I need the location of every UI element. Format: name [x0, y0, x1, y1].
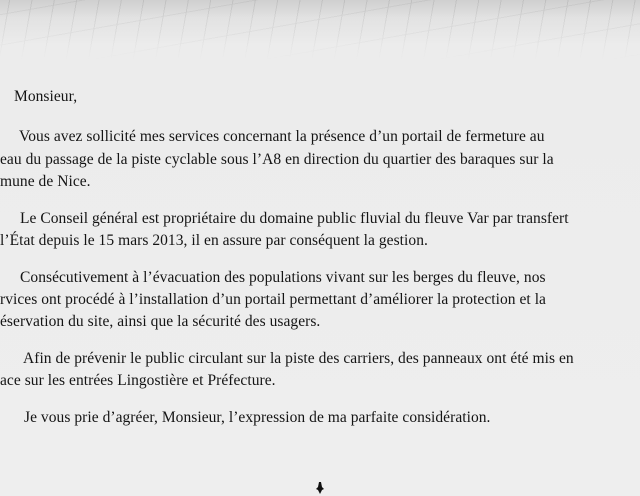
closing-formula: Je vous prie d’agréer, Monsieur, l’expression de ma parfaite considération.: [24, 409, 491, 426]
paragraph-line: éservation du site, ainsi que la sécurité des usagers.: [0, 313, 321, 330]
bleed-through-text: [0, 0, 640, 60]
paragraph-line: Afin de prévenir le public circulant sur la piste des carriers, des panneaux ont été mis en: [23, 350, 574, 367]
paragraph-line: Le Conseil général est propriétaire du domaine public fluvial du fleuve Var par transfert: [20, 210, 569, 227]
paragraph-line: l’État depuis le 15 mars 2013, il en assure par conséquent la gestion.: [0, 232, 428, 249]
signature-stroke: [316, 482, 324, 494]
salutation: Monsieur,: [14, 88, 78, 105]
paragraph-line: ace sur les entrées Lingostière et Préfecture.: [0, 372, 276, 389]
paragraph-line: eau du passage de la piste cyclable sous l’A8 en direction du quartier des baraques sur la: [0, 151, 554, 168]
paragraph-line: Consécutivement à l’évacuation des populations vivant sur les berges du fleuve, nos: [20, 269, 546, 286]
paragraph-line: Vous avez sollicité mes services concernant la présence d’un portail de fermeture au: [19, 128, 545, 145]
paragraph-line: mune de Nice.: [0, 173, 91, 190]
paragraph-line: rvices ont procédé à l’installation d’un portail permettant d’améliorer la protection et la: [0, 291, 546, 308]
